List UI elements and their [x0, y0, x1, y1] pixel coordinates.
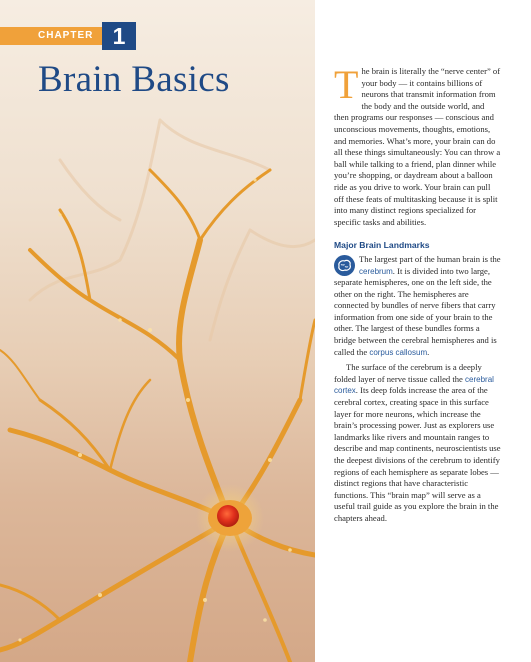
term-cerebrum: cerebrum [359, 266, 393, 276]
text-column [334, 62, 501, 525]
drop-cap: T [334, 62, 359, 107]
p1-text-c: . [427, 346, 430, 357]
section-heading: Major Brain Landmarks [334, 240, 430, 251]
p1-text-b: . It is divided into two large, separate hemispheres, one on the left side, the other on the right. The hemispheres are connected by bundles of nerve fibers that carry information from one side of your brain to the other. The largest of these bundles forms a bridge between the cerebral hemispheres and is called the [334, 265, 497, 357]
intro-text: he brain is literally the “nerve center” of your body — it contains billions of neurons that transmit information from the body and the outside world, and then programs our responses — conscious and unconscious movements, thoughts, emotions, and memories. What’s more, your brain can do all these things simultaneously: You can throw a ball while talking to a friend, plan dinner while you’re shopping, or daydream about a balloon ride as you drive to work. Your brain can pull off these feats of multitasking because it is split into many distinct regions specialized for specific tasks and abilities. [334, 66, 501, 227]
brain-icon [334, 255, 355, 276]
intro-paragraph [334, 62, 501, 228]
p1-text-a: The largest part of the human brain is the [359, 253, 501, 264]
body-paragraph-2 [334, 362, 501, 524]
p2-text-b: . Its deep folds increase the area of the cerebral cortex, creating space in this surface layer for more neurons, which increase the brain’s processing power. Just as explorers use landmarks like rivers and mountain ranges to describe and map continents, neuroscientists use the deepest divisions of the cerebrum to identify regions of each hemisphere as separate lobes — distinct regions that have characteristic functions. This “brain map” will serve as a useful trail guide as you explore the brain in the chapters ahead. [334, 385, 501, 523]
page-title: Brain Basics [38, 59, 230, 100]
p2-text-a: The surface of the cerebrum is a deeply folded layer of nerve tissue called the [334, 362, 482, 384]
chapter-number: 1 [102, 22, 136, 50]
body-paragraph-1 [334, 254, 501, 358]
term-corpus-callosum: corpus callosum [369, 347, 428, 357]
chapter-label: CHAPTER [38, 30, 94, 41]
term-cerebral-cortex: cerebral cortex [334, 374, 494, 396]
